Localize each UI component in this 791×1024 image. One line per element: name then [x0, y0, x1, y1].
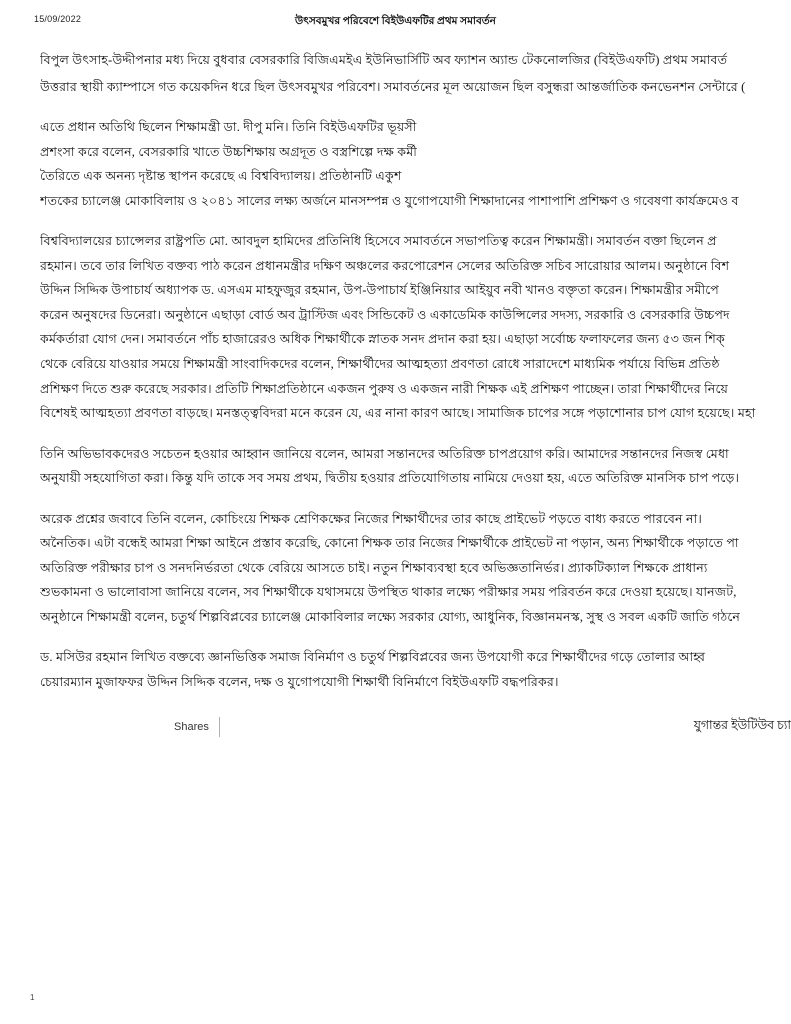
document-date: 15/09/2022 — [34, 14, 82, 24]
paragraph-line: তৈরিতে এক অনন্য দৃষ্টান্ত স্থাপন করেছে এ বিশ্ববিদ্যালয়। প্রতিষ্ঠানটি একুশ — [40, 169, 402, 184]
paragraph-line: করেন অনুষদের ডিনেরা। অনুষ্ঠানে এছাড়া বোর্ড অব ট্রাস্টিজ এবং সিন্ডিকেট ও একাডেমিক কাউন্সিলের সদস্য, সরকারি ও বেসরকারি উচ্চপদ — [40, 307, 730, 322]
paragraph-line: এতে প্রধান অতিথি ছিলেন শিক্ষামন্ত্রী ডা. দীপু মনি। তিনি বিইউএফটির ভূয়সী — [40, 120, 417, 135]
paragraph-line: অরেক প্রশ্নের জবাবে তিনি বলেন, কোচিংয়ে শিক্ষক শ্রেণিকক্ষের নিজের শিক্ষার্থীদের তার কাছে প্রাইভেট পড়তে বাধ্য করতে পারবেন না। — [40, 511, 702, 526]
shares-label[interactable]: Shares — [174, 717, 220, 737]
paragraph-private-tuition — [40, 507, 791, 630]
paragraph-line: তিনি অভিভাবকদেরও সচেতন হওয়ার আহ্বান জানিয়ে বলেন, আমরা সন্তানদের অতিরিক্ত চাপপ্রয়োগ করি। আমাদের সন্তানদের নিজস্ব মেধা — [40, 446, 729, 461]
paragraph-line: শতকের চ্যালেঞ্জ মোকাবিলায় ও ২০৪১ সালের লক্ষ্য অর্জনে মানসম্পন্ন ও যুগোপযোগী শিক্ষাদানের পাশাপাশি প্রশিক্ষণ ও গবেষণা কার্যক্রমেও ব — [40, 193, 739, 208]
paragraph-line: চেয়ারম্যান মুজাফফর উদ্দিন সিদ্দিক বলেন, দক্ষ ও যুগোপযোগী শিক্ষার্থী বিনির্মাণে বিইউএফটি বদ্ধপরিকর। — [40, 675, 559, 690]
paragraph-line: অতিরিক্ত পরীক্ষার চাপ ও সনদনির্ভরতা থেকে বেরিয়ে আসতে চাই। নতুন শিক্ষাব্যবস্থা হবে অভিজ্ঞতানির্ভর। প্র্যাকটিক্যাল শিক্ষকে প্রাধান্য — [40, 560, 708, 575]
paragraph-line: বিশ্ববিদ্যালয়ের চ্যান্সেলর রাষ্ট্রপতি মো. আবদুল হামিদের প্রতিনিধি হিসেবে সমাবর্তনে সভাপতিত্ব করেন শিক্ষামন্ত্রী। সমাবর্তন বক্তা ছিলেন প্র — [40, 234, 717, 249]
paragraph-line: অনৈতিক। এটা বন্ধেই আমরা শিক্ষা আইনে প্রস্তাব করেছি, কোনো শিক্ষক তার নিজের শিক্ষার্থীকে প্রাইভেট না পড়ান, অন্য শিক্ষার্থীকে পড়াতে পা — [40, 536, 739, 551]
paragraph-line: বিপুল উৎসাহ-উদ্দীপনার মধ্য দিয়ে বুধবার বেসরকারি বিজিএমইএ ইউনিভার্সিটি অব ফ্যাশন অ্যান্ড টেকনোলজির (বিইউএফটি) প্রথম সমাবর্ত — [40, 53, 728, 67]
paragraph-guardians — [40, 442, 791, 491]
document-heading: উৎসবমুখর পরিবেশে বিইউএফটির প্রথম সমাবর্তন — [295, 16, 496, 27]
paragraph-line: রহমান। তবে তার লিখিত বক্তব্য পাঠ করেন প্রধানমন্ত্রীর দক্ষিণ অঞ্চলের করপোরেশন সেলের অতিরিক্ত সচিব সারোয়ার আলম। অনুষ্ঠানে বিশ — [40, 258, 730, 273]
document-header — [0, 14, 791, 36]
paragraph-line: অনুষ্ঠানে শিক্ষামন্ত্রী বলেন, চতুর্থ শিল্পবিপ্লবের চ্যালেঞ্জ মোকাবিলার লক্ষ্যে সরকার যোগ্য, আধুনিক, বিজ্ঞানমনস্ক, সুস্থ ও সবল একটি জাতি গঠনে — [40, 609, 741, 624]
paragraph-line: কর্মকর্তারা যোগ দেন। সমাবর্তনে পাঁচ হাজারেরও অধিক শিক্ষার্থীকে স্নাতক সনদ প্রদান করা হয়। এছাড়া সর্বোচ্চ ফলাফলের জন্য ৫৩ জন শিক্ — [40, 332, 725, 347]
paragraph-line: অনুযায়ী সহযোগিতা করা। কিন্তু যদি তাকে সব সময় প্রথম, দ্বিতীয় হওয়ার প্রতিযোগিতায় নামিয়ে দেওয়া হয়, এতে অতিরিক্ত মানসিক চাপ পড়ে। — [40, 471, 740, 486]
paragraph-intro — [40, 48, 791, 99]
paragraph-line: উদ্দিন সিদ্দিক উপাচার্য অধ্যাপক ড. এসএম মাহফুজুর রহমান, উপ-উপাচার্য ইঞ্জিনিয়ার আইয়ুব নবী খানও বক্তৃতা করেন। শিক্ষামন্ত্রীর সমীপে — [40, 283, 719, 298]
paragraph-closing — [40, 645, 791, 694]
document-footer — [40, 717, 791, 743]
paragraph-line: থেকে বেরিয়ে যাওয়ার সময়ে শিক্ষামন্ত্রী সাংবাদিকদের বলেন, শিক্ষার্থীদের আত্মহত্যা প্রবণতা রোধে সারাদেশে মাধ্যমিক পর্যায়ে বিভিন্ন প্রতিষ্ঠ — [40, 357, 720, 372]
paragraph-line: প্রশিক্ষণ দিতে শুরু করেছে সরকার। প্রতিটি শিক্ষাপ্রতিষ্ঠানে একজন পুরুষ ও একজন নারী শিক্ষক এই প্রশিক্ষণ পাচ্ছেন। তারা শিক্ষার্থীদের নিয়ে — [40, 381, 729, 396]
paragraph-line: উত্তরার স্থায়ী ক্যাম্পাসে গত কয়েকদিন ধরে ছিল উৎসবমুখর পরিবেশ। সমাবর্তনের মূল অয়োজন ছিল বসুন্ধরা আন্তর্জাতিক কনভেনশন সেন্টারে ( — [40, 79, 746, 94]
document-body — [0, 48, 791, 743]
paragraph-line: প্রশংসা করে বলেন, বেসরকারি খাতে উচ্চশিক্ষায় অগ্রদূত ও বস্ত্রশিল্পে দক্ষ কর্মী — [40, 144, 417, 159]
paragraph-line: শুভকামনা ও ভালোবাসা জানিয়ে বলেন, সব শিক্ষার্থীকে যথাসময়ে উপস্থিত থাকার লক্ষ্যে পরীক্ষার সময় পরিবর্তন করে দেওয়া হয়েছে। যানজট, — [40, 585, 737, 600]
paragraph-line: ড. মসিউর রহমান লিখিত বক্তব্যে জ্ঞানভিত্তিক সমাজ বিনির্মাণ ও চতুর্থ শিল্পবিপ্লবের জন্য উপযোগী করে শিক্ষার্থীদের গড়ে তোলার আহ্ব — [40, 650, 706, 665]
page-number: 1 — [30, 993, 35, 1002]
paragraph-chief-guest — [40, 115, 791, 213]
paragraph-line: বিশেষই আত্মহত্যা প্রবণতা বাড়ছে। মনস্তত্ত্ববিদরা মনে করেন যে, এর নানা কারণ আছে। সামাজিক চাপের সঙ্গে পড়াশোনার চাপ যোগ হয়েছে। মহা — [40, 406, 756, 421]
paragraph-chancellor — [40, 229, 791, 425]
youtube-channel-label[interactable]: যুগান্তর ইউটিউব চ্যা — [693, 717, 791, 732]
